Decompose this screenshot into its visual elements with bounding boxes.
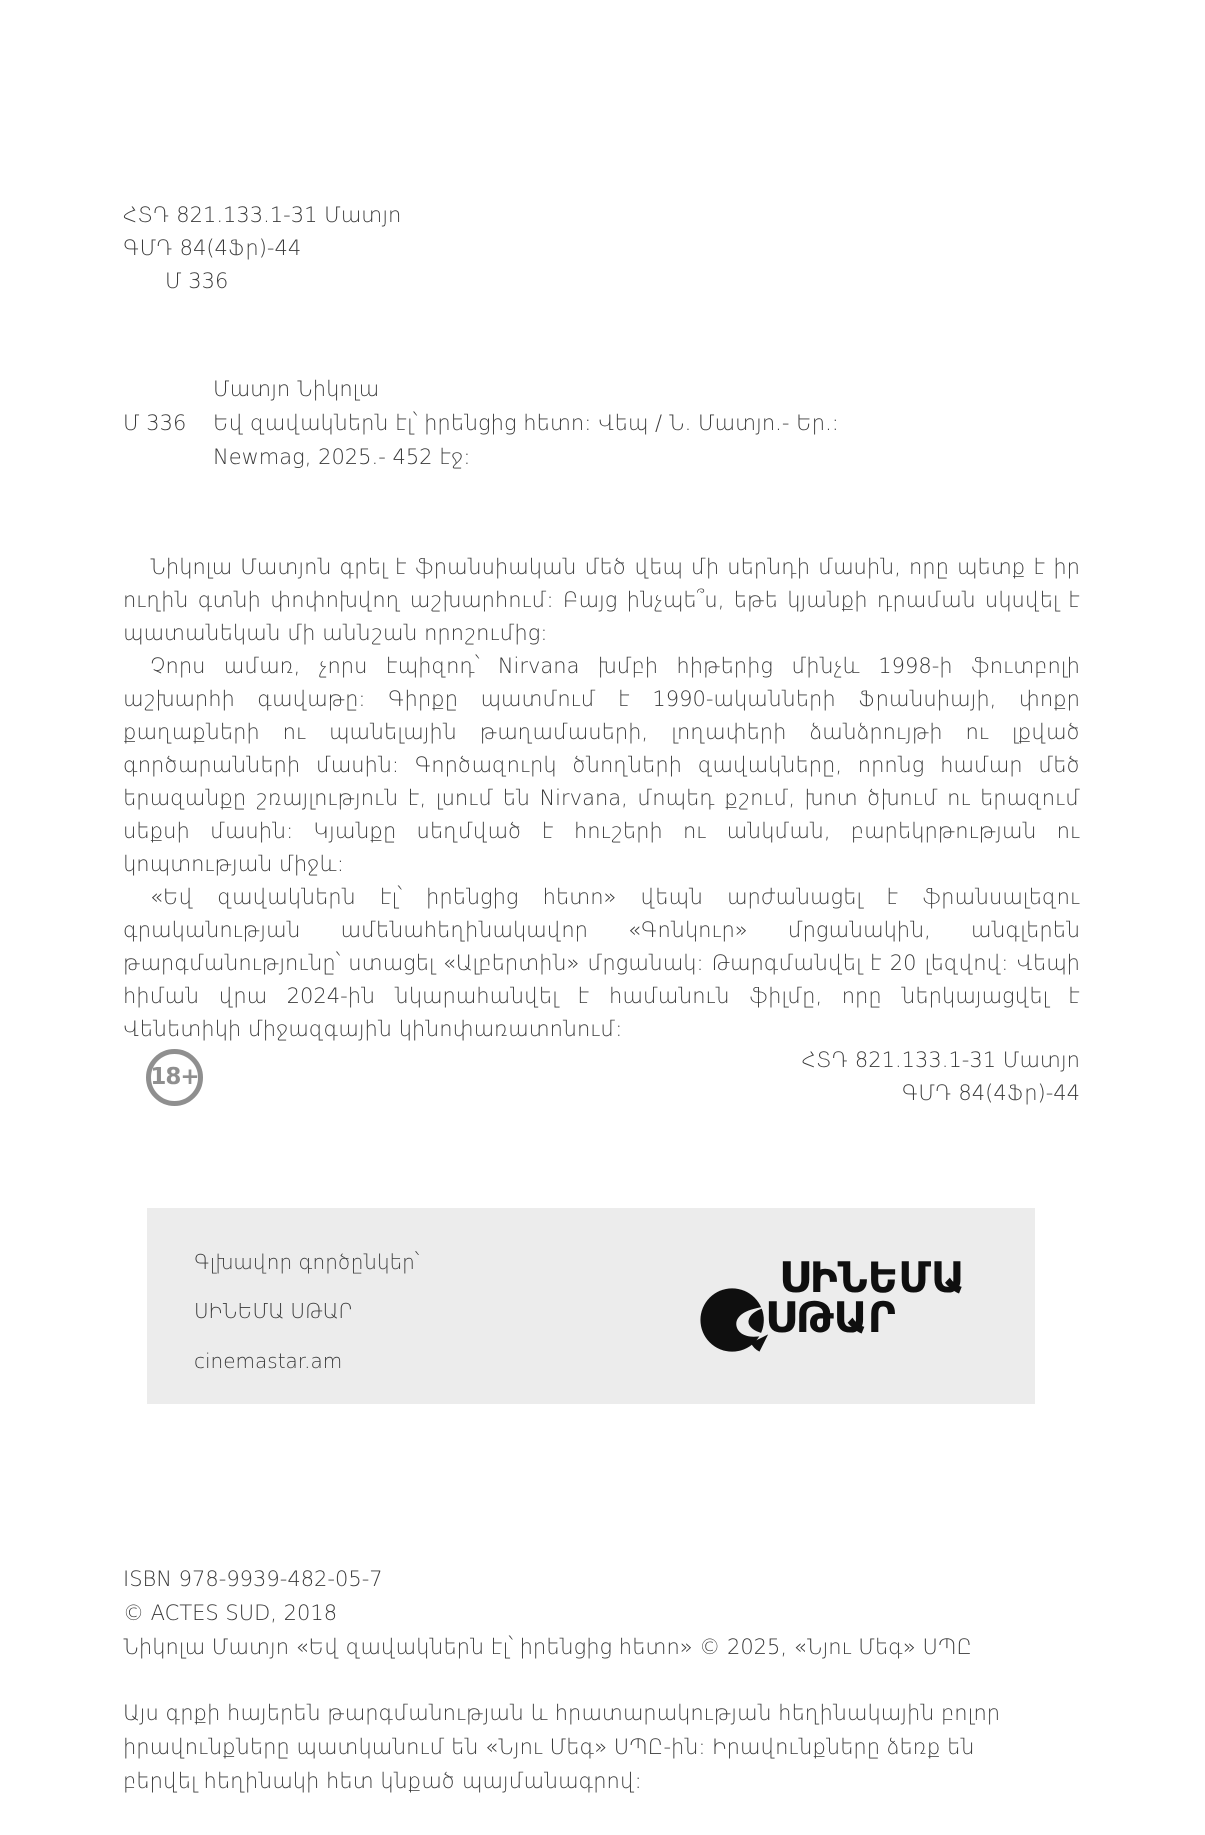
isbn: ISBN 978-9939-482-05-7 bbox=[123, 1567, 383, 1591]
cinema-star-logo bbox=[699, 1253, 1035, 1386]
rights-statement bbox=[123, 1696, 1043, 1798]
gmd-code: ԳՄԴ 84(4Ֆր)-44 bbox=[123, 236, 302, 260]
catalog-imprint-line: Newmag, 2025.- 452 էջ: bbox=[213, 445, 471, 469]
original-copyright: © ACTES SUD, 2018 bbox=[123, 1601, 338, 1625]
logo-line-1: ՍԻՆԵՄԱ bbox=[779, 1253, 966, 1302]
badge-and-codes-row bbox=[123, 1044, 1080, 1110]
annotation-text bbox=[123, 551, 1080, 1046]
cinema-star-logo-icon bbox=[699, 1284, 771, 1356]
top-classification-codes bbox=[123, 199, 401, 298]
catalog-code: Մ 336 bbox=[123, 411, 187, 435]
annotation-paragraph-2: Չորս ամառ, չորս էպիզոդ՝ Nirvana խմբի հիթերից մինչև 1998-ի ֆուտբոլի աշխարհի գավաթը: Գիրքը պատմում է 1990-ականների Ֆրանսիայի, փոքր քաղաքների ու պանելային թաղամասերի, լողափերի ձանձրույթի ու լքված գործարանների մասին: Գործազուրկ ծնողների զավակները, որոնց համար մեծ երազանքը շռայլություն է, լսում են Nirvana, մոպեդ քշում, խոտ ծխում ու երազում սեքսի մասին: Կյանքը սեղմված է հուշերի ու անկման, բարեկրթության ու կոպտության միջև: bbox=[123, 654, 1080, 876]
age-rating-18plus-icon bbox=[146, 1049, 203, 1106]
armenian-copyright: Նիկոլա Մատյո «Եվ զավակներն էլ՝ իրենցից հետո» © 2025, «Նյու Մեգ» ՍՊԸ bbox=[123, 1635, 973, 1659]
logo-line-2: ՍԹԱՐ bbox=[765, 1293, 896, 1342]
catalog-card bbox=[123, 372, 839, 474]
cinema-star-logo-text bbox=[765, 1253, 966, 1342]
partner-name: ՍԻՆԵՄԱ ՍԹԱՐ bbox=[194, 1299, 354, 1323]
annotation-paragraph-3: «Եվ զավակներն էլ՝ իրենցից հետո» վեպն արժանացել է ֆրանսալեզու գրականության ամենահեղինակավոր «Գոնկուր» մրցանակին, անգլերեն թարգմանությունը՝ ստացել «Ալբերտին» մրցանակ: Թարգմանվել է 20 լեզվով: Վեպի հիման վրա 2024-ին նկարահանվել է համանուն ֆիլմը, որը ներկայացվել է Վենետիկի միջազգային կինոփառատոնում: bbox=[123, 885, 1080, 1041]
partner-website-link[interactable]: cinemastar.am bbox=[194, 1349, 343, 1373]
catalog-author: Մատյո Նիկոլա bbox=[213, 377, 380, 401]
annotation-paragraph-1: Նիկոլա Մատյոն գրել է ֆրանսիական մեծ վեպ մի սերնդի մասին, որը պետք է իր ուղին գտնի փոփոխվող աշխարհում: Բայց ինչպե՞ս, եթե կյանքի դրաման սկսվել է պատանեկան մի աննշան որոշումից: bbox=[123, 555, 1080, 645]
catalog-title-line: Եվ զավակներն էլ՝ իրենցից հետո: Վեպ / Ն. Մատյո.- Եր.: bbox=[213, 411, 839, 435]
right-classification-codes bbox=[802, 1044, 1080, 1110]
publishing-info bbox=[123, 1562, 972, 1664]
htd-code-right: ՀՏԴ 821.133.1-31 Մատյո bbox=[801, 1048, 1080, 1072]
author-mark-code: Մ 336 bbox=[165, 269, 229, 293]
htd-code: ՀՏԴ 821.133.1-31 Մատյո bbox=[123, 203, 402, 227]
age-rating-label: 18+ bbox=[150, 1064, 199, 1090]
partner-label: Գլխավոր գործընկեր՝ bbox=[194, 1250, 420, 1274]
gmd-code-right: ԳՄԴ 84(4Ֆր)-44 bbox=[901, 1081, 1080, 1105]
partner-box bbox=[147, 1208, 1035, 1404]
rights-paragraph: Այս գրքի հայերեն թարգմանության և հրատարակության հեղինակային բոլոր իրավունքները պատկանում են «Նյու Մեգ» ՍՊԸ-ին: Իրավունքները ձեռք են բերվել հեղինակի հետ կնքած պայմանագրով: bbox=[123, 1701, 1001, 1793]
